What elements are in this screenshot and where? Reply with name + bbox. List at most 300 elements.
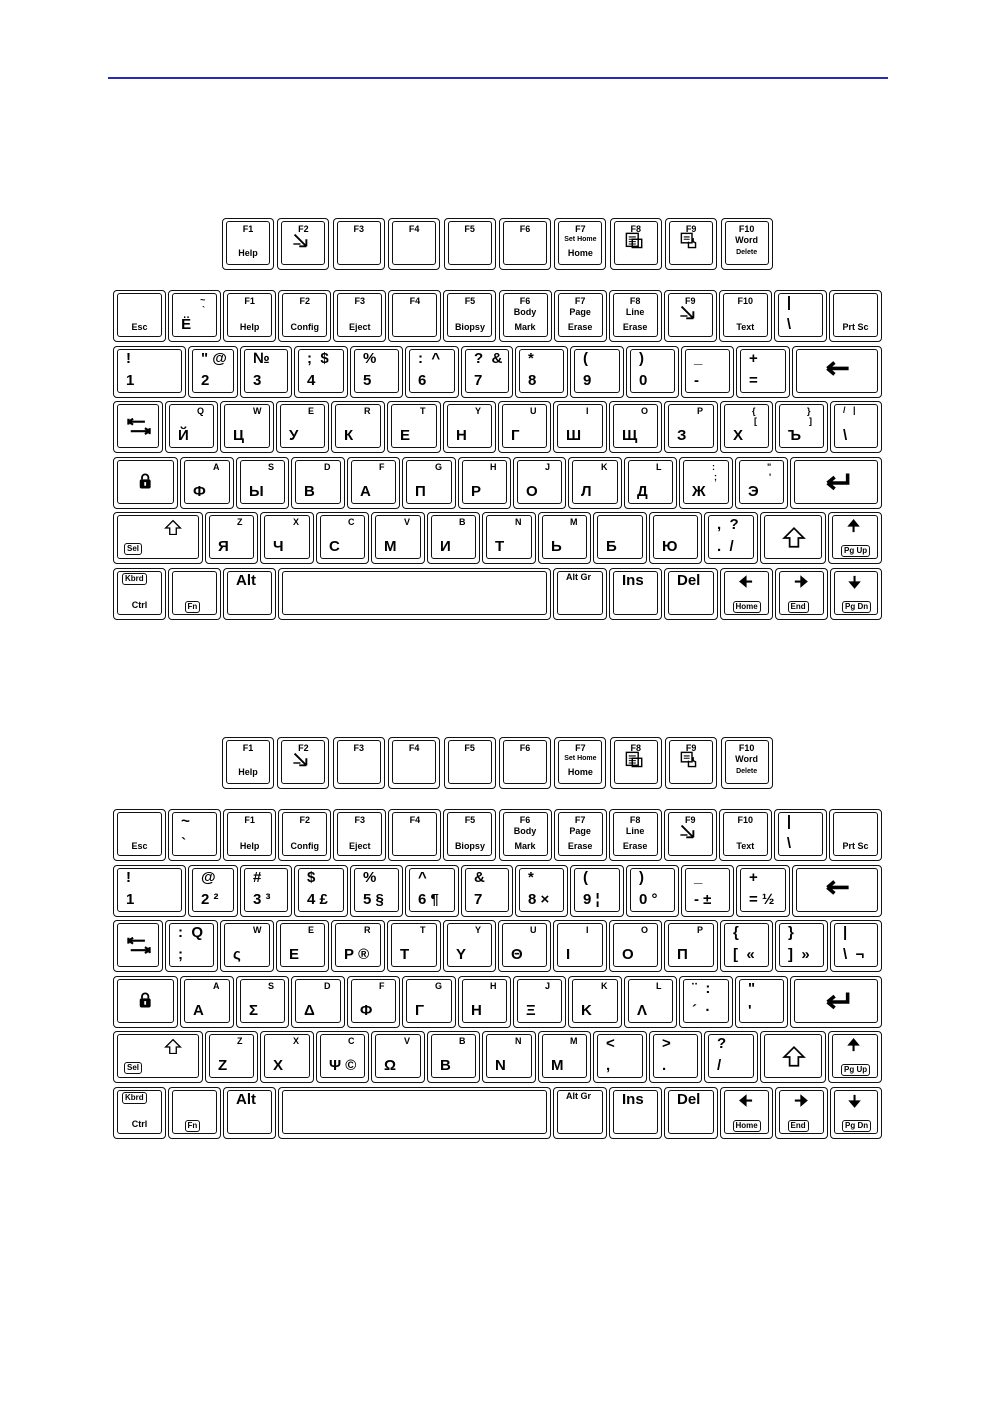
greek-row5-key-5[interactable] bbox=[427, 1031, 480, 1083]
key-label: 5 § bbox=[363, 890, 384, 908]
key-upper-label: ) bbox=[639, 349, 644, 367]
fkey-7[interactable] bbox=[554, 218, 606, 270]
russian-home-key[interactable] bbox=[720, 568, 773, 620]
russian-row1-key-11[interactable] bbox=[719, 290, 772, 342]
tab-icon bbox=[126, 414, 152, 438]
fkey-10[interactable] bbox=[721, 737, 773, 789]
key-upper-label: ( bbox=[583, 868, 588, 886]
greek-row1-key-4[interactable] bbox=[333, 809, 386, 861]
russian-row1-key-7[interactable] bbox=[499, 290, 552, 342]
russian-row1-key-10[interactable] bbox=[664, 290, 717, 342]
greek-row2-key-7[interactable] bbox=[515, 865, 568, 917]
greek-row1-key-13[interactable] bbox=[829, 809, 882, 861]
russian-row1-key-13[interactable] bbox=[829, 290, 882, 342]
key-upper-latin-label: X bbox=[293, 517, 300, 527]
russian-row4-key-7[interactable] bbox=[513, 457, 566, 509]
greek-row5-key-6[interactable] bbox=[482, 1031, 536, 1083]
key-label: Φ bbox=[360, 1001, 373, 1019]
key-label: / bbox=[717, 1057, 722, 1074]
key-upper-label: % bbox=[363, 349, 377, 367]
key-label: 6 bbox=[418, 371, 427, 389]
russian-row1-key-8[interactable] bbox=[554, 290, 607, 342]
greek-end-key[interactable] bbox=[775, 1087, 828, 1139]
russian-row2-key-6[interactable] bbox=[461, 346, 513, 398]
key-upper-label: ~ bbox=[181, 813, 190, 830]
russian-end-key[interactable] bbox=[775, 568, 828, 620]
key-face bbox=[740, 349, 786, 393]
key-fn-label: F2 bbox=[298, 743, 309, 753]
key-upper-latin-label: B bbox=[459, 517, 466, 527]
key-upper-label: Alt bbox=[236, 1090, 256, 1108]
key-label: Mark bbox=[514, 322, 536, 332]
russian-row5-key-0[interactable] bbox=[113, 512, 203, 564]
russian-row1-key-4[interactable] bbox=[333, 290, 386, 342]
key-fn-label: F9 bbox=[684, 815, 696, 825]
russian-row4-key-5[interactable] bbox=[402, 457, 456, 509]
fkey-6[interactable] bbox=[499, 218, 551, 270]
shift-icon bbox=[782, 1045, 806, 1067]
key-box-label: Fn bbox=[185, 1120, 201, 1132]
key-upper-label: : Q bbox=[178, 924, 203, 941]
greek-row1-key-1[interactable] bbox=[168, 809, 221, 861]
key-upper-label: % bbox=[363, 868, 377, 886]
russian-pgdn-key[interactable] bbox=[830, 568, 882, 620]
key-face bbox=[542, 515, 587, 559]
russian-row3-key-11[interactable] bbox=[720, 401, 773, 453]
key-upper-label: ; $ bbox=[307, 349, 329, 367]
greek-row3-key-8[interactable] bbox=[553, 920, 607, 972]
russian-ctrl-key[interactable] bbox=[113, 568, 166, 620]
key-upper-label: | bbox=[843, 924, 848, 941]
russian-row2-key-10[interactable] bbox=[681, 346, 734, 398]
greek-row2-key-3[interactable] bbox=[294, 865, 348, 917]
greek-row1-key-8[interactable] bbox=[554, 809, 607, 861]
greek-row3-key-1[interactable] bbox=[165, 920, 218, 972]
document-icon bbox=[624, 750, 650, 774]
russian-row1-key-9[interactable] bbox=[609, 290, 662, 342]
greek-row3-key-13[interactable] bbox=[830, 920, 882, 972]
russian-row5-key-10[interactable] bbox=[704, 512, 758, 564]
greek-row5-key-8[interactable] bbox=[593, 1031, 647, 1083]
greek-row2-key-10[interactable] bbox=[681, 865, 734, 917]
key-label: Text bbox=[736, 322, 755, 332]
key-label: Ё bbox=[181, 316, 192, 333]
russian-row3-key-8[interactable] bbox=[553, 401, 607, 453]
key-label: Κ bbox=[581, 1001, 592, 1019]
key-face bbox=[668, 923, 714, 967]
greek-row3-key-12[interactable] bbox=[775, 920, 828, 972]
fkey-10[interactable] bbox=[721, 218, 773, 270]
russian-row5-key-7[interactable] bbox=[538, 512, 591, 564]
fkey-5[interactable] bbox=[444, 218, 496, 270]
fkey-6[interactable] bbox=[499, 737, 551, 789]
russian-row4-key-10[interactable] bbox=[679, 457, 733, 509]
arrow-icon bbox=[291, 231, 317, 255]
greek-row5-key-3[interactable] bbox=[316, 1031, 369, 1083]
fkey-5[interactable] bbox=[444, 737, 496, 789]
russian-row4-key-8[interactable] bbox=[568, 457, 622, 509]
key-face bbox=[209, 515, 254, 559]
greek-row1-key-3[interactable] bbox=[278, 809, 331, 861]
russian-row3-key-9[interactable] bbox=[609, 401, 662, 453]
greek-row5-key-7[interactable] bbox=[538, 1031, 591, 1083]
key-upper-latin-label: P bbox=[697, 406, 704, 416]
greek-row5-key-11[interactable] bbox=[760, 1031, 826, 1083]
greek-alt-key[interactable] bbox=[223, 1087, 276, 1139]
russian-row2-key-5[interactable] bbox=[405, 346, 459, 398]
greek-pgdn-key[interactable] bbox=[830, 1087, 882, 1139]
key-label: , bbox=[606, 1057, 611, 1074]
key-fn-label: F4 bbox=[408, 224, 420, 234]
russian-row1-key-12[interactable] bbox=[774, 290, 827, 342]
key-upper-label: & bbox=[474, 868, 485, 886]
greek-row2-key-12[interactable] bbox=[792, 865, 882, 917]
key-face bbox=[502, 923, 547, 967]
russian-row5-key-3[interactable] bbox=[316, 512, 369, 564]
russian-row2-key-11[interactable] bbox=[736, 346, 790, 398]
greek-row4-key-0[interactable] bbox=[113, 976, 178, 1028]
key-upper-latin-label: J bbox=[545, 980, 551, 991]
russian-row4-key-2[interactable] bbox=[236, 457, 289, 509]
key-upper-label: ? bbox=[717, 1035, 727, 1052]
fkey-3[interactable] bbox=[333, 218, 385, 270]
key-fn-label: F5 bbox=[464, 743, 475, 753]
greek-row4-key-2[interactable] bbox=[236, 976, 289, 1028]
russian-row5-key-2[interactable] bbox=[260, 512, 314, 564]
russian-row2-key-7[interactable] bbox=[515, 346, 568, 398]
key-label: П bbox=[415, 482, 426, 500]
key-upper-latin-label: U bbox=[530, 406, 537, 416]
key-upper-alt-label: [ bbox=[754, 416, 757, 426]
greek-home-key[interactable] bbox=[720, 1087, 773, 1139]
greek-row3-key-4[interactable] bbox=[331, 920, 385, 972]
russian-row3-key-2[interactable] bbox=[220, 401, 274, 453]
key-mid-label: Body bbox=[513, 307, 537, 317]
key-face bbox=[406, 979, 452, 1023]
greek-row4-key-12[interactable] bbox=[790, 976, 882, 1028]
russian-row5-key-11[interactable] bbox=[760, 512, 826, 564]
key-label: Eject bbox=[349, 841, 371, 851]
russian-row5-key-12[interactable] bbox=[828, 512, 882, 564]
key-face bbox=[282, 571, 547, 615]
greek-row1-key-0[interactable] bbox=[113, 809, 166, 861]
fkey-2[interactable] bbox=[277, 218, 329, 270]
russian-row4-key-12[interactable] bbox=[790, 457, 882, 509]
key-face bbox=[628, 979, 673, 1023]
russian-row4-key-0[interactable] bbox=[113, 457, 178, 509]
key-upper-label: } bbox=[788, 924, 794, 941]
greek-alt-gr-key[interactable] bbox=[553, 1087, 607, 1139]
russian-space-bar[interactable] bbox=[278, 568, 551, 620]
greek-row4-key-8[interactable] bbox=[568, 976, 622, 1028]
russian-fn-key[interactable] bbox=[168, 568, 221, 620]
russian-alt-key[interactable] bbox=[223, 568, 276, 620]
russian-row3-key-0[interactable] bbox=[113, 401, 163, 453]
greek-row2-key-2[interactable] bbox=[240, 865, 292, 917]
key-fn-label: F10 bbox=[737, 815, 754, 825]
russian-row5-key-6[interactable] bbox=[482, 512, 536, 564]
russian-row3-key-13[interactable] bbox=[830, 401, 882, 453]
russian-row1-key-6[interactable] bbox=[443, 290, 496, 342]
greek-row3-key-2[interactable] bbox=[220, 920, 274, 972]
key-upper-latin-label: O bbox=[641, 925, 649, 935]
greek-row1-key-7[interactable] bbox=[499, 809, 552, 861]
key-label: Π bbox=[677, 946, 688, 963]
fkey-4[interactable] bbox=[388, 737, 440, 789]
fkey-1[interactable] bbox=[222, 737, 274, 789]
key-upper-label: Ins bbox=[622, 571, 644, 589]
key-label: Σ bbox=[249, 1001, 259, 1019]
russian-row3-key-5[interactable] bbox=[387, 401, 441, 453]
key-label: Γ bbox=[415, 1001, 425, 1019]
key-face bbox=[613, 923, 658, 967]
key-label: Text bbox=[736, 841, 755, 851]
greek-row1-key-12[interactable] bbox=[774, 809, 827, 861]
russian-ins-key[interactable] bbox=[609, 568, 662, 620]
key-upper-label: * bbox=[528, 349, 534, 367]
key-label: Я bbox=[218, 538, 229, 555]
key-upper-latin-label: ~ bbox=[200, 295, 206, 305]
enter-icon bbox=[824, 989, 850, 1013]
key-label: 8 bbox=[528, 371, 537, 389]
up-arrow-icon bbox=[847, 1038, 865, 1054]
key-upper-latin-label: D bbox=[324, 980, 331, 991]
greek-row2-key-4[interactable] bbox=[350, 865, 403, 917]
greek-row5-key-1[interactable] bbox=[205, 1031, 258, 1083]
key-label: Help bbox=[239, 322, 260, 332]
key-fn-label: F2 bbox=[299, 296, 310, 306]
greek-row5-key-12[interactable] bbox=[828, 1031, 882, 1083]
greek-row4-key-4[interactable] bbox=[347, 976, 400, 1028]
key-upper-latin-label: E bbox=[308, 925, 315, 935]
key-label: Н bbox=[456, 427, 467, 444]
fkey-2[interactable] bbox=[277, 737, 329, 789]
key-upper-label: , ? bbox=[717, 516, 739, 533]
key-face bbox=[683, 460, 729, 504]
greek-row1-key-11[interactable] bbox=[719, 809, 772, 861]
russian-row2-key-2[interactable] bbox=[240, 346, 292, 398]
key-face bbox=[517, 460, 562, 504]
key-upper-latin-label: P bbox=[697, 925, 704, 935]
russian-row2-key-1[interactable] bbox=[188, 346, 238, 398]
key-upper-label: ! bbox=[126, 349, 131, 367]
key-label: Т bbox=[495, 538, 505, 555]
key-face bbox=[209, 1034, 254, 1078]
key-upper-label: @ bbox=[201, 868, 216, 886]
greek-row4-key-3[interactable] bbox=[291, 976, 345, 1028]
russian-row5-key-1[interactable] bbox=[205, 512, 258, 564]
russian-row5-key-5[interactable] bbox=[427, 512, 480, 564]
key-label: Prt Sc bbox=[842, 841, 869, 851]
greek-row2-key-8[interactable] bbox=[570, 865, 624, 917]
russian-row1-key-3[interactable] bbox=[278, 290, 331, 342]
key-label: 0 bbox=[639, 371, 648, 389]
greek-row4-key-1[interactable] bbox=[180, 976, 234, 1028]
greek-row1-key-6[interactable] bbox=[443, 809, 496, 861]
russian-row3-key-10[interactable] bbox=[664, 401, 718, 453]
russian-row2-key-4[interactable] bbox=[350, 346, 403, 398]
greek-del-key[interactable] bbox=[664, 1087, 718, 1139]
key-label: Г bbox=[511, 427, 520, 444]
key-face bbox=[264, 1034, 310, 1078]
russian-row2-key-0[interactable] bbox=[113, 346, 186, 398]
key-bottom-label: Help bbox=[238, 767, 258, 777]
key-mid-label: Line bbox=[625, 826, 645, 836]
greek-row2-key-11[interactable] bbox=[736, 865, 790, 917]
key-face bbox=[724, 404, 769, 448]
greek-fn-key[interactable] bbox=[168, 1087, 221, 1139]
russian-row3-key-3[interactable] bbox=[276, 401, 329, 453]
key-face bbox=[557, 923, 603, 967]
greek-row4-key-6[interactable] bbox=[458, 976, 511, 1028]
russian-row3-key-6[interactable] bbox=[443, 401, 496, 453]
key-label: Λ bbox=[637, 1001, 648, 1019]
greek-row3-key-3[interactable] bbox=[276, 920, 329, 972]
key-face bbox=[391, 404, 437, 448]
fkey-3[interactable] bbox=[333, 737, 385, 789]
key-upper-label: Del bbox=[677, 1090, 701, 1108]
key-label: О bbox=[526, 482, 538, 500]
fkey-4[interactable] bbox=[388, 218, 440, 270]
greek-row3-key-7[interactable] bbox=[498, 920, 551, 972]
arrow-icon bbox=[678, 822, 704, 846]
key-label: 7 bbox=[474, 371, 483, 389]
greek-row3-key-6[interactable] bbox=[443, 920, 496, 972]
russian-row4-key-9[interactable] bbox=[624, 457, 677, 509]
key-label: Ο bbox=[622, 946, 634, 963]
key-upper-label: ! bbox=[126, 868, 131, 886]
russian-row3-key-4[interactable] bbox=[331, 401, 385, 453]
russian-row1-key-0[interactable] bbox=[113, 290, 166, 342]
key-face bbox=[335, 404, 381, 448]
russian-row1-key-2[interactable] bbox=[223, 290, 276, 342]
greek-row3-key-0[interactable] bbox=[113, 920, 163, 972]
greek-row5-key-10[interactable] bbox=[704, 1031, 758, 1083]
greek-row5-key-2[interactable] bbox=[260, 1031, 314, 1083]
russian-row5-key-4[interactable] bbox=[371, 512, 425, 564]
russian-row5-key-8[interactable] bbox=[593, 512, 647, 564]
key-box-label: Kbrd bbox=[122, 1092, 147, 1104]
fkey-9[interactable] bbox=[665, 737, 717, 789]
key-upper-latin-label: I bbox=[586, 925, 589, 935]
russian-row4-key-1[interactable] bbox=[180, 457, 234, 509]
greek-row3-key-9[interactable] bbox=[609, 920, 662, 972]
russian-row3-key-12[interactable] bbox=[775, 401, 828, 453]
key-label: Ν bbox=[495, 1057, 506, 1074]
fkey-8[interactable] bbox=[610, 737, 662, 789]
greek-ctrl-key[interactable] bbox=[113, 1087, 166, 1139]
greek-row3-key-5[interactable] bbox=[387, 920, 441, 972]
russian-del-key[interactable] bbox=[664, 568, 718, 620]
russian-row3-key-1[interactable] bbox=[165, 401, 218, 453]
key-upper-latin-label: J bbox=[545, 461, 551, 472]
russian-row4-key-6[interactable] bbox=[458, 457, 511, 509]
key-upper-latin-label: N bbox=[515, 517, 522, 527]
greek-row3-key-11[interactable] bbox=[720, 920, 773, 972]
key-face bbox=[574, 349, 620, 393]
russian-alt-gr-key[interactable] bbox=[553, 568, 607, 620]
russian-row4-key-3[interactable] bbox=[291, 457, 345, 509]
greek-row5-key-4[interactable] bbox=[371, 1031, 425, 1083]
russian-row1-key-5[interactable] bbox=[388, 290, 441, 342]
greek-row2-key-5[interactable] bbox=[405, 865, 459, 917]
key-label: Τ bbox=[400, 946, 410, 963]
enter-icon bbox=[824, 470, 850, 494]
greek-row2-key-9[interactable] bbox=[626, 865, 679, 917]
key-label: . / bbox=[717, 538, 734, 555]
key-upper-label: + bbox=[749, 868, 758, 886]
greek-row4-key-11[interactable] bbox=[735, 976, 788, 1028]
russian-row5-key-9[interactable] bbox=[649, 512, 702, 564]
down-arrow-icon bbox=[848, 575, 866, 591]
greek-row1-key-2[interactable] bbox=[223, 809, 276, 861]
key-label: Щ bbox=[622, 427, 638, 444]
key-upper-latin-label: L bbox=[656, 980, 662, 991]
russian-row2-key-3[interactable] bbox=[294, 346, 348, 398]
greek-row2-key-0[interactable] bbox=[113, 865, 186, 917]
russian-row2-key-9[interactable] bbox=[626, 346, 679, 398]
russian-row2-key-8[interactable] bbox=[570, 346, 624, 398]
fkey-8[interactable] bbox=[610, 218, 662, 270]
document-icon bbox=[624, 231, 650, 255]
key-upper-latin-label: W bbox=[253, 925, 262, 935]
greek-row5-key-0[interactable] bbox=[113, 1031, 203, 1083]
key-label: = bbox=[749, 371, 758, 389]
key-fn-label: F10 bbox=[738, 743, 755, 753]
greek-row4-key-10[interactable] bbox=[679, 976, 733, 1028]
russian-row1-key-1[interactable] bbox=[168, 290, 221, 342]
key-upper-latin-label: } bbox=[807, 406, 811, 416]
greek-row3-key-10[interactable] bbox=[664, 920, 718, 972]
key-face bbox=[517, 979, 562, 1023]
key-fn-label: F6 bbox=[519, 224, 531, 234]
key-upper-latin-label: " bbox=[767, 461, 772, 472]
key-label: Х bbox=[733, 427, 744, 444]
greek-row5-key-9[interactable] bbox=[649, 1031, 702, 1083]
russian-row4-key-11[interactable] bbox=[735, 457, 788, 509]
greek-row4-key-7[interactable] bbox=[513, 976, 566, 1028]
key-label: Д bbox=[637, 482, 648, 500]
key-face bbox=[282, 1090, 547, 1134]
fkey-1[interactable] bbox=[222, 218, 274, 270]
key-face bbox=[653, 1034, 698, 1078]
key-label: Э bbox=[748, 482, 759, 500]
key-face bbox=[391, 923, 437, 967]
key-label: А bbox=[360, 482, 371, 500]
greek-row1-key-10[interactable] bbox=[664, 809, 717, 861]
russian-row2-key-12[interactable] bbox=[792, 346, 882, 398]
left-arrow-icon bbox=[739, 575, 757, 591]
key-face bbox=[462, 979, 507, 1023]
key-fn-label: F4 bbox=[409, 296, 421, 306]
greek-row1-key-5[interactable] bbox=[388, 809, 441, 861]
greek-row2-key-6[interactable] bbox=[461, 865, 513, 917]
fkey-7[interactable] bbox=[554, 737, 606, 789]
key-face bbox=[486, 515, 532, 559]
greek-row2-key-1[interactable] bbox=[188, 865, 238, 917]
key-label: 7 bbox=[474, 890, 483, 908]
fkey-9[interactable] bbox=[665, 218, 717, 270]
greek-ins-key[interactable] bbox=[609, 1087, 662, 1139]
greek-row4-key-5[interactable] bbox=[402, 976, 456, 1028]
key-fn-label: F1 bbox=[244, 815, 255, 825]
greek-space-bar[interactable] bbox=[278, 1087, 551, 1139]
key-upper-latin-label: E bbox=[308, 406, 315, 416]
russian-row4-key-4[interactable] bbox=[347, 457, 400, 509]
greek-row1-key-9[interactable] bbox=[609, 809, 662, 861]
russian-row3-key-7[interactable] bbox=[498, 401, 551, 453]
greek-row4-key-9[interactable] bbox=[624, 976, 677, 1028]
